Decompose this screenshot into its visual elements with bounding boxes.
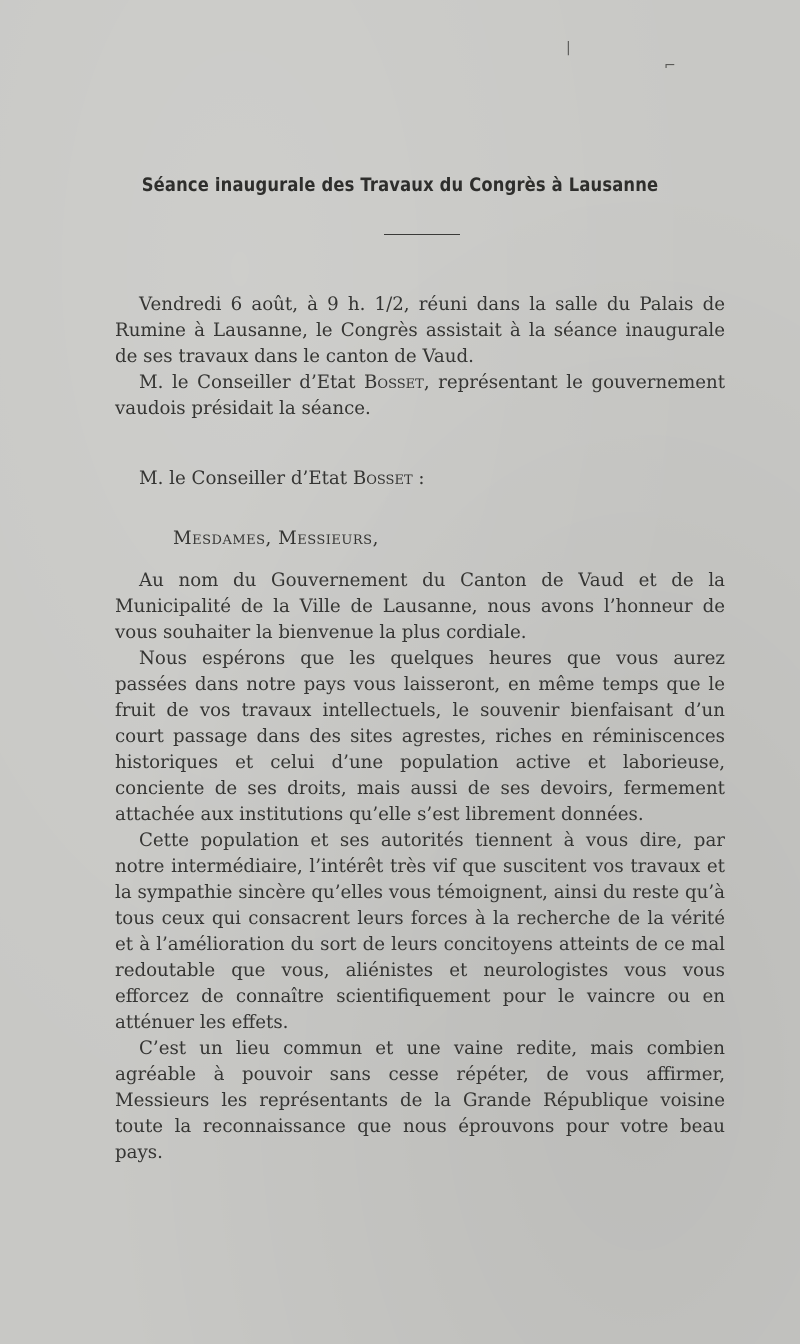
paper-speck-mark: |	[566, 40, 571, 56]
intro-paragraph: Vendredi 6 août, à 9 h. 1/2, réuni dans la salle du Palais de Rumine à Lausanne, le Congrès assistait à la séance inaugurale de ses travaux dans le canton de Vaud.	[115, 294, 725, 367]
speaker-prefix: M. le Conseiller d’Etat	[139, 468, 353, 489]
speaker-name: Bosset	[364, 372, 424, 393]
page-title: Séance inaugurale des Travaux du Congrès à Lausanne	[141, 174, 659, 196]
intro-text: , représentant le gouvernement vaudois présidait la séance.	[115, 372, 726, 419]
speaker-heading	[115, 466, 725, 492]
speaker-name: Bosset	[352, 468, 413, 489]
intro-section	[115, 292, 725, 422]
speech-paragraph: Cette population et ses autorités tiennent à vous dire, par notre intermédiaire, l’intérêt très vif que suscitent vos travaux et la sympathie sincère qu’elles vous témoignent, ainsi du reste qu’à tous ceux qui consacrent leurs forces à la recherche de la vérité et à l’amélioration du sort de leurs concitoyens atteints de ce mal redoutable que vous, aliénistes et neurologistes vous vous efforcez de connaître scientifiquement pour le vaincre ou en atténuer les effets.	[115, 830, 725, 1033]
salutation: Mesdames, Messieurs,	[173, 528, 379, 549]
speech-paragraph: Nous espérons que les quelques heures que vous aurez passées dans notre pays vous laisseront, en même temps que le fruit de vos travaux intellectuels, le souvenir bienfaisant d’un court passage dans des sites agrestes, riches en réminiscences historiques et celui d’une population active et laborieuse, conciente de ses droits, mais aussi de ses devoirs, fermement attachée aux institutions qu’elle s’est librement données.	[115, 648, 725, 825]
paper-speck-mark: ⌐	[664, 58, 676, 74]
title-divider	[384, 234, 460, 235]
speaker-suffix: :	[412, 468, 425, 489]
speech-paragraph: Au nom du Gouvernement du Canton de Vaud et de la Municipalité de la Ville de Lausanne, nous avons l’honneur de vous souhaiter la bienvenue la plus cordiale.	[115, 570, 725, 643]
speech-paragraph: C’est un lieu commun et une vaine redite, mais combien agréable à pouvoir sans cesse répéter, de vous affirmer, Messieurs les représentants de la Grande République voisine toute la reconnaissance que nous éprouvons pour votre beau pays.	[115, 1038, 725, 1163]
speech-body	[115, 568, 725, 1166]
intro-paragraph	[115, 370, 725, 422]
intro-text: M. le Conseiller d’Etat	[139, 372, 365, 393]
